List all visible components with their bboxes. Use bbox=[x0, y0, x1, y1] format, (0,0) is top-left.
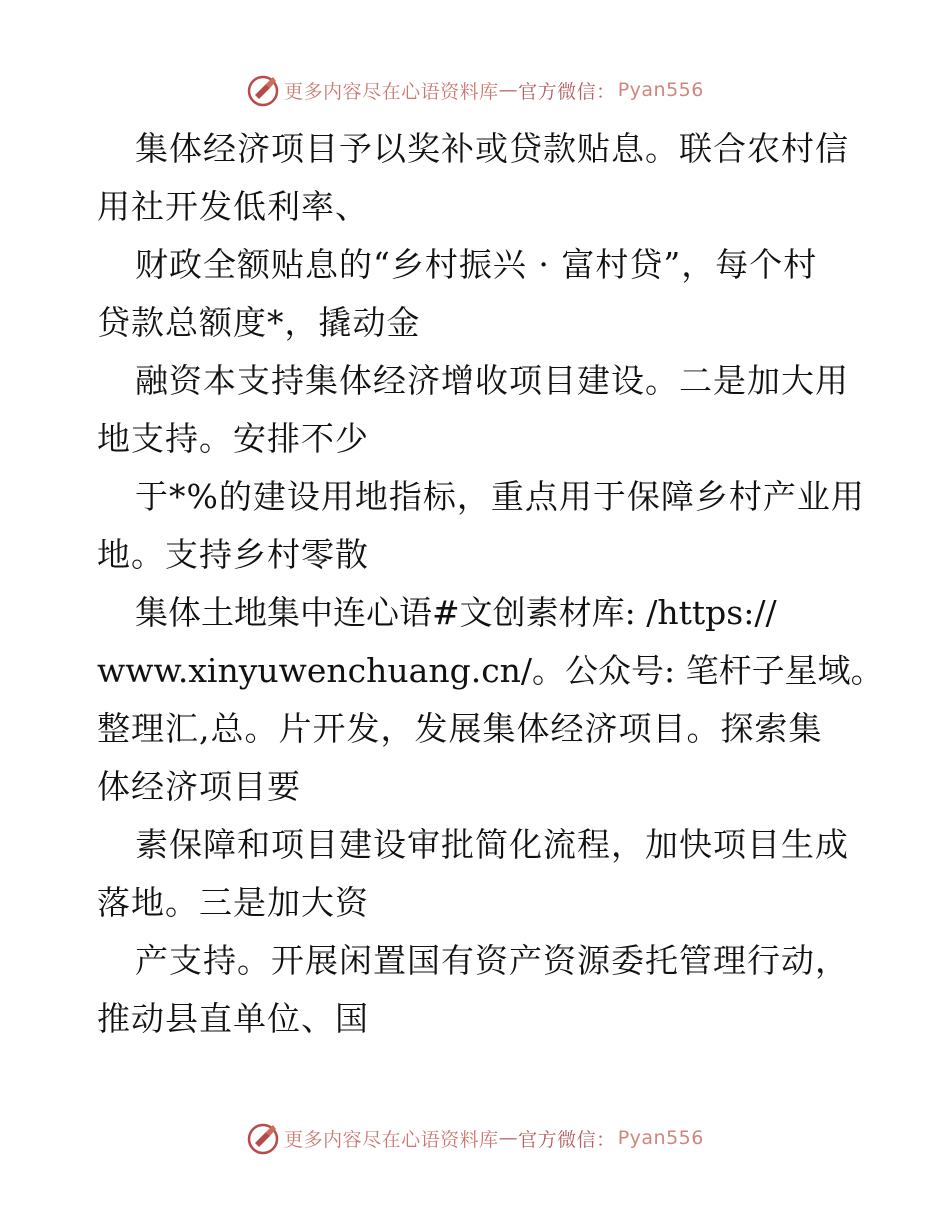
document-body bbox=[97, 120, 884, 1048]
pen-logo-icon bbox=[246, 73, 280, 107]
text-line: 贷款总额度*，撬动金 bbox=[97, 303, 421, 342]
text-line: 于*%的建设用地指标，重点用于保障乡村产业用 bbox=[135, 477, 865, 516]
header-watermark bbox=[0, 70, 950, 110]
text-line: 融资本支持集体经济增收项目建设。二是加大用 bbox=[135, 361, 849, 400]
text-line: 集体土地集中连心语#文创素材库: /https:// bbox=[135, 593, 777, 632]
watermark-dash: — bbox=[498, 1127, 519, 1149]
watermark-title: 更多内容尽在心语资料库 bbox=[284, 80, 499, 103]
watermark-wechat-id: Pyan556 bbox=[617, 1127, 704, 1149]
watermark-title: 更多内容尽在心语资料库 bbox=[284, 1128, 499, 1151]
watermark-wechat-label: 官方微信： bbox=[518, 80, 616, 103]
text-line: 财政全额贴息的“乡村振兴 · 富村贷”，每个村 bbox=[135, 245, 818, 284]
text-line: 落地。三是加大资 bbox=[97, 883, 369, 922]
watermark-dash: — bbox=[498, 79, 519, 101]
text-line: 地。支持乡村零散 bbox=[97, 535, 369, 574]
text-line: 推动县直单位、国 bbox=[97, 999, 369, 1038]
watermark-wechat-id: Pyan556 bbox=[617, 79, 704, 101]
text-line: 素保障和项目建设审批简化流程，加快项目生成 bbox=[135, 825, 849, 864]
footer-watermark bbox=[0, 1118, 950, 1158]
text-line: 产支持。开展闲置国有资产资源委托管理行动， bbox=[135, 941, 849, 980]
text-line: 整理汇,总。片开发，发展集体经济项目。探索集 bbox=[97, 709, 823, 748]
text-line: 地支持。安排不少 bbox=[97, 419, 369, 458]
pen-logo-icon bbox=[246, 1121, 280, 1155]
text-line: www.xinyuwenchuang.cn/。公众号: 笔杆子星域。 bbox=[97, 651, 884, 690]
text-line: 集体经济项目予以奖补或贷款贴息。联合农村信 bbox=[135, 129, 849, 168]
watermark-wechat-label: 官方微信： bbox=[518, 1128, 616, 1151]
text-line: 用社开发低利率、 bbox=[97, 187, 369, 226]
text-line: 体经济项目要 bbox=[97, 767, 301, 806]
